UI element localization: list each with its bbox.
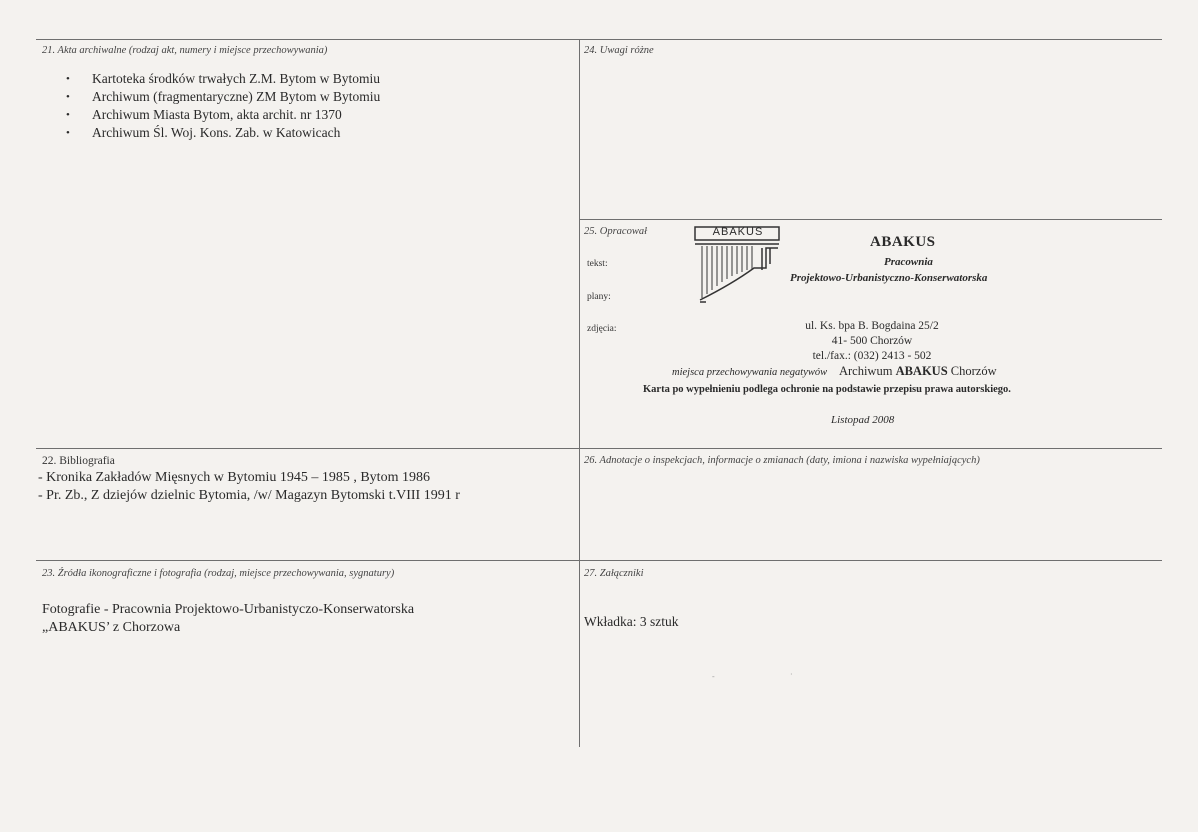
address-street: ul. Ks. bpa B. Bogdaina 25/2 (805, 320, 939, 332)
text-author-label: tekst: (587, 259, 608, 269)
attachments-value: Wkładka: 3 sztuk (584, 614, 679, 629)
archive-list (60, 70, 380, 142)
list-item: • Archiwum Śl. Woj. Kons. Zab. w Katowicach (92, 124, 380, 142)
bibliography-list (38, 469, 460, 505)
section-21-title: 21. Akta archiwalne (rodzaj akt, numery i miejsce przechowywania) (42, 45, 328, 56)
iconographic-line: Fotografie - Pracownia Projektowo-Urbanistyczo-Konserwatorska (42, 602, 415, 617)
negatives-archive-pre: Archiwum (838, 364, 893, 378)
section-24-title: 24. Uwagi różne (584, 45, 654, 56)
list-item: • Archiwum (fragmentaryczne) ZM Bytom w Bytomiu (92, 88, 380, 106)
center-divider-line (579, 39, 580, 747)
list-item: • Kartoteka środków trwałych Z.M. Bytom w Bytomiu (92, 70, 380, 88)
section-26-title: 26. Adnotacje o inspekcjach, informacje o zmianach (daty, imiona i nazwiska wypełniających) (584, 455, 980, 466)
bibliography-entry: - Pr. Zb., Z dziejów dzielnic Bytomia, /w/ Magazyn Bytomski t.VIII 1991 r (38, 488, 460, 503)
company-subtitle: Pracownia (884, 256, 933, 268)
company-full-name: Projektowo-Urbanistyczno-Konserwatorska (790, 272, 988, 284)
scan-speck: - (712, 672, 715, 681)
negatives-label: miejsca przechowywania negatywów (672, 367, 828, 378)
negatives-archive-post: Chorzów (950, 364, 997, 378)
iconographic-sources (42, 601, 414, 637)
completion-date: Listopad 2008 (831, 414, 895, 426)
copyright-notice: Karta po wypełnieniu podlega ochronie na podstawie przepisu prawa autorskiego. (643, 384, 1011, 395)
negatives-location (672, 364, 997, 379)
top-border-line (36, 39, 1162, 40)
section-22-title: 22. Bibliografia (42, 455, 115, 467)
logo-lettering: ABAKUS (712, 226, 764, 238)
address-city: 41- 500 Chorzów (831, 335, 913, 347)
address-phone: tel./fax.: (032) 2413 - 502 (812, 350, 932, 362)
section-23-title: 23. Źródła ikonograficzne i fotografia (rodzaj, miejsce przechowywania, sygnatury) (42, 568, 395, 579)
scan-speck: · (790, 670, 793, 679)
company-name: ABAKUS (870, 234, 936, 250)
iconographic-line: „ABAKUS’ z Chorzowa (42, 620, 181, 635)
abakus-logo-stamp (692, 224, 784, 306)
section-27-title: 27. Załączniki (584, 568, 644, 579)
divider-row2 (36, 448, 1162, 449)
negatives-archive-name: ABAKUS (895, 364, 948, 378)
list-item: • Archiwum Miasta Bytom, akta archit. nr 1370 (92, 106, 380, 124)
bibliography-entry: - Kronika Zakładów Mięsnych w Bytomiu 1945 – 1985 , Bytom 1986 (38, 470, 430, 485)
plans-author-label: plany: (587, 292, 611, 302)
photos-author-label: zdjęcia: (587, 324, 617, 334)
section-25-title: 25. Opracował (584, 226, 647, 237)
divider-row3 (36, 560, 1162, 561)
divider-24-25 (579, 219, 1162, 220)
